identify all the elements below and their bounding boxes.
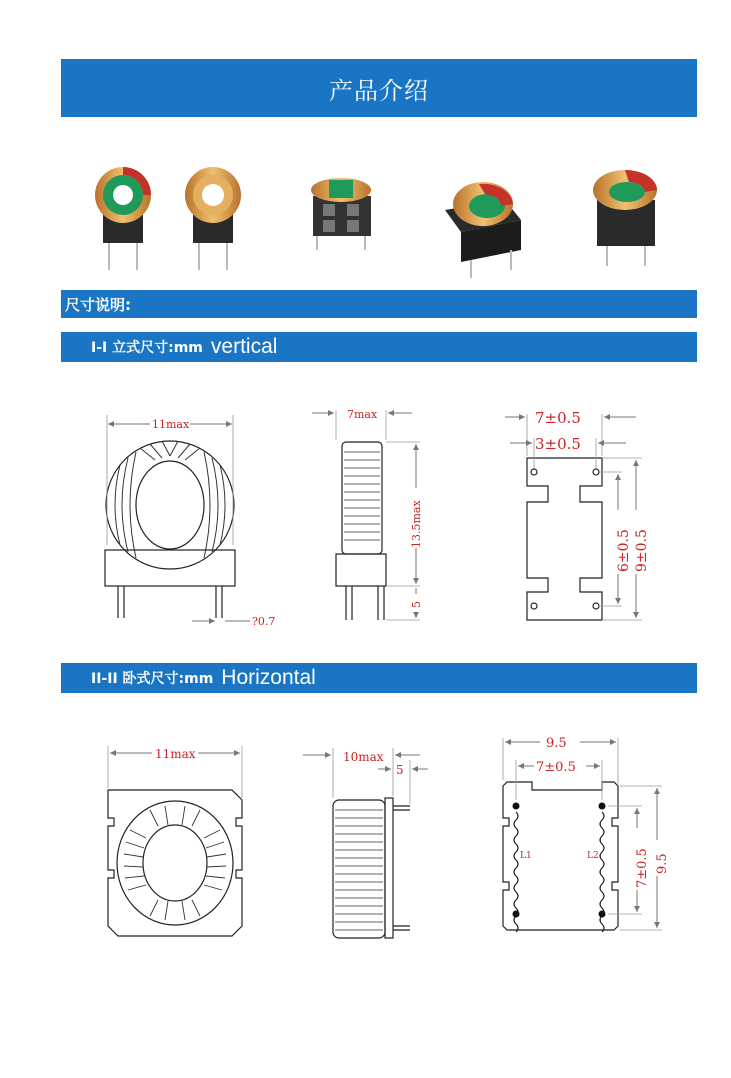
horizontal-front-width: 11max	[155, 747, 196, 761]
horizontal-front-view	[108, 746, 242, 936]
horizontal-side-depth: 10max	[343, 750, 384, 764]
vertical-bottom-h2: 9±0.5	[634, 529, 650, 572]
vertical-drawings	[0, 380, 731, 650]
vertical-side-view	[336, 410, 386, 620]
horizontal-name: Horizontal	[221, 666, 316, 689]
horizontal-bottom-l1: L1	[520, 851, 532, 861]
product-photos	[61, 140, 697, 280]
page-title-banner	[61, 59, 697, 117]
vertical-front-width: 11max	[152, 418, 190, 431]
vertical-bottom-inner: 3±0.5	[535, 435, 581, 453]
horizontal-bottom-inner: 7±0.5	[536, 760, 576, 775]
horizontal-bottom-outer: 9.5	[546, 736, 567, 751]
section-bar-vertical	[61, 332, 697, 362]
vertical-bottom-outer: 7±0.5	[535, 409, 581, 427]
product-photo-1	[95, 167, 151, 270]
vertical-name: vertical	[210, 335, 278, 358]
product-photo-2	[185, 167, 241, 270]
horizontal-bottom-view	[503, 738, 662, 932]
section-bar-horizontal	[61, 663, 697, 693]
vertical-front-pin: ?0.7	[252, 615, 276, 628]
section-label-dimensions: 尺寸说明:	[65, 295, 131, 314]
section-bar-dimensions	[61, 290, 697, 318]
vertical-side-height: 13.5max	[410, 500, 423, 548]
vertical-side-depth: 7max	[347, 408, 378, 421]
vertical-front-view	[105, 415, 235, 618]
page-title: 产品介绍	[329, 76, 429, 105]
horizontal-bottom-l2: L2	[587, 851, 599, 861]
horizontal-bottom-h2: 9.5	[655, 853, 670, 874]
vertical-code: I-I 立式尺寸:mm	[91, 340, 203, 356]
horizontal-bottom-h1: 7±0.5	[635, 848, 650, 888]
horizontal-code: II-II 卧式尺寸:mm	[91, 671, 214, 687]
vertical-bottom-h1: 6±0.5	[616, 529, 632, 572]
horizontal-side-pin: 5	[396, 763, 404, 777]
product-photo-4	[445, 182, 521, 278]
horizontal-drawings	[0, 730, 731, 950]
product-photo-5	[593, 170, 657, 266]
product-photo-3	[311, 178, 371, 250]
vertical-side-pin-length: 5	[410, 601, 423, 608]
